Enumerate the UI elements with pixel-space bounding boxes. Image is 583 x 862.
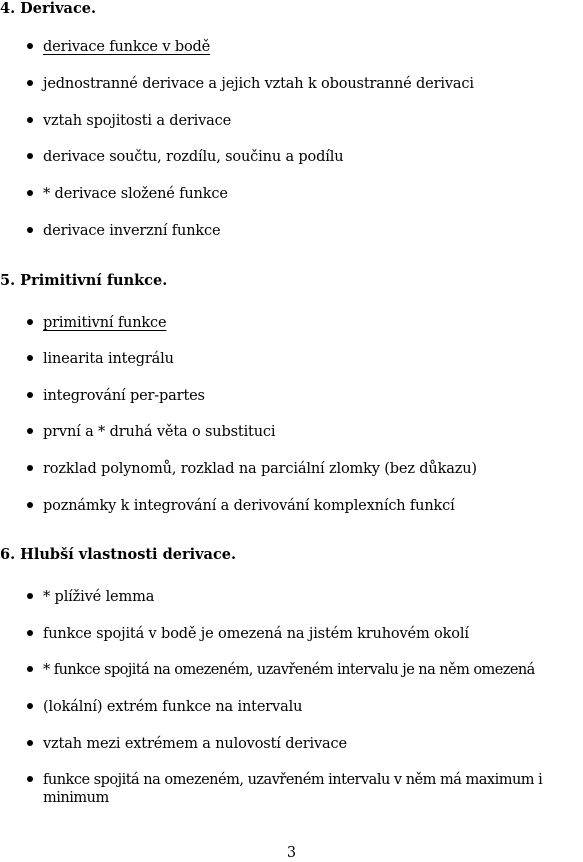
bullet-icon xyxy=(27,80,33,86)
list-item-text: rozklad polynomů, rozklad na parciální zlomky (bez důkazu) xyxy=(43,461,477,477)
list-item-text: jednostranné derivace a jejich vztah k oboustranné derivaci xyxy=(43,76,474,92)
section-title: 4. Derivace. xyxy=(0,0,97,17)
bullet-icon xyxy=(27,355,33,361)
list-item-text: * plíživé lemma xyxy=(43,589,155,605)
list-item-text: poznámky k integrování a derivování komplexních funkcí xyxy=(43,498,455,514)
list-item-text: derivace funkce v bodě xyxy=(43,39,211,55)
list-item-text: vztah mezi extrémem a nulovostí derivace xyxy=(43,736,347,752)
page-number: 3 xyxy=(286,845,297,861)
bullet-icon xyxy=(27,776,33,782)
bullet-icon xyxy=(27,502,33,508)
bullet-icon xyxy=(27,593,33,599)
bullet-icon xyxy=(27,153,33,159)
section-title: 6. Hlubší vlastnosti derivace. xyxy=(0,546,237,563)
bullet-icon xyxy=(27,117,33,123)
bullet-icon xyxy=(27,227,33,233)
list-item-text: linearita integrálu xyxy=(43,351,174,367)
list-item-text: derivace součtu, rozdílu, součinu a podílu xyxy=(43,149,344,165)
bullet-icon xyxy=(27,740,33,746)
list-item-text: funkce spojitá v bodě je omezená na jistém kruhovém okolí xyxy=(43,626,469,642)
bullet-icon xyxy=(27,630,33,636)
bullet-icon xyxy=(27,703,33,709)
list-item-text: vztah spojitosti a derivace xyxy=(43,113,232,129)
bullet-icon xyxy=(27,428,33,434)
list-item-text: primitivní funkce xyxy=(43,315,167,331)
bullet-icon xyxy=(27,666,33,672)
list-item-text: derivace inverzní funkce xyxy=(43,223,221,239)
bullet-icon xyxy=(27,392,33,398)
list-item-text: první a * druhá věta o substituci xyxy=(43,424,276,440)
bullet-icon xyxy=(27,190,33,196)
list-item-text: * funkce spojitá na omezeném, uzavřeném intervalu je na něm omezená xyxy=(43,662,535,678)
bullet-icon xyxy=(27,465,33,471)
bullet-icon xyxy=(27,319,33,325)
section-title: 5. Primitivní funkce. xyxy=(0,272,168,289)
list-item-text: * derivace složené funkce xyxy=(43,186,228,202)
list-item-text: (lokální) extrém funkce na intervalu xyxy=(43,699,303,715)
list-item-text: integrování per-partes xyxy=(43,388,205,404)
list-item-text: funkce spojitá na omezeném, uzavřeném intervalu v něm má maximum i minimum xyxy=(43,772,543,806)
bullet-icon xyxy=(27,43,33,49)
